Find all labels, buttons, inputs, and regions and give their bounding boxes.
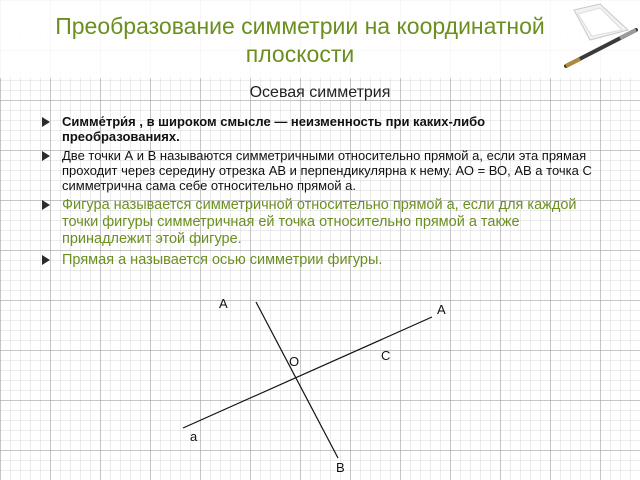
slide-title: Преобразование симметрии на координатной плоскости bbox=[55, 13, 545, 67]
label-line-a: а bbox=[190, 429, 198, 444]
label-point-c: С bbox=[381, 348, 391, 363]
bullet-text-symmetric-points: Две точки А и В называются симметричными относительно прямой а, если эта прямая проходит через середину отрезка АВ и перпендикулярна к нему. АО = ВО, АВ а точка С симметрична сама себе относительно прямой а. bbox=[62, 148, 592, 193]
bullet-text-definition: Симме́три́я , в широком смысле — неизменность при каких-либо преобразованиях. bbox=[62, 114, 486, 144]
axis-line-a bbox=[183, 317, 432, 428]
slide-subtitle: Осевая симметрия bbox=[249, 84, 391, 101]
bullet-text-axis: Прямая а называется осью симметрии фигуры. bbox=[62, 252, 383, 268]
label-point-b: В bbox=[336, 460, 345, 475]
segment-ab bbox=[256, 302, 338, 458]
bullet-text-symmetric-figure: Фигура называется симметричной относительно прямой а, если для каждой точки фигуры симметричная ей точка относительно прямой а также принадлежит этой фигуре. bbox=[62, 197, 577, 247]
label-point-o: О bbox=[289, 354, 300, 369]
label-point-a-right: А bbox=[437, 302, 446, 317]
label-point-a-top: А bbox=[219, 296, 228, 311]
